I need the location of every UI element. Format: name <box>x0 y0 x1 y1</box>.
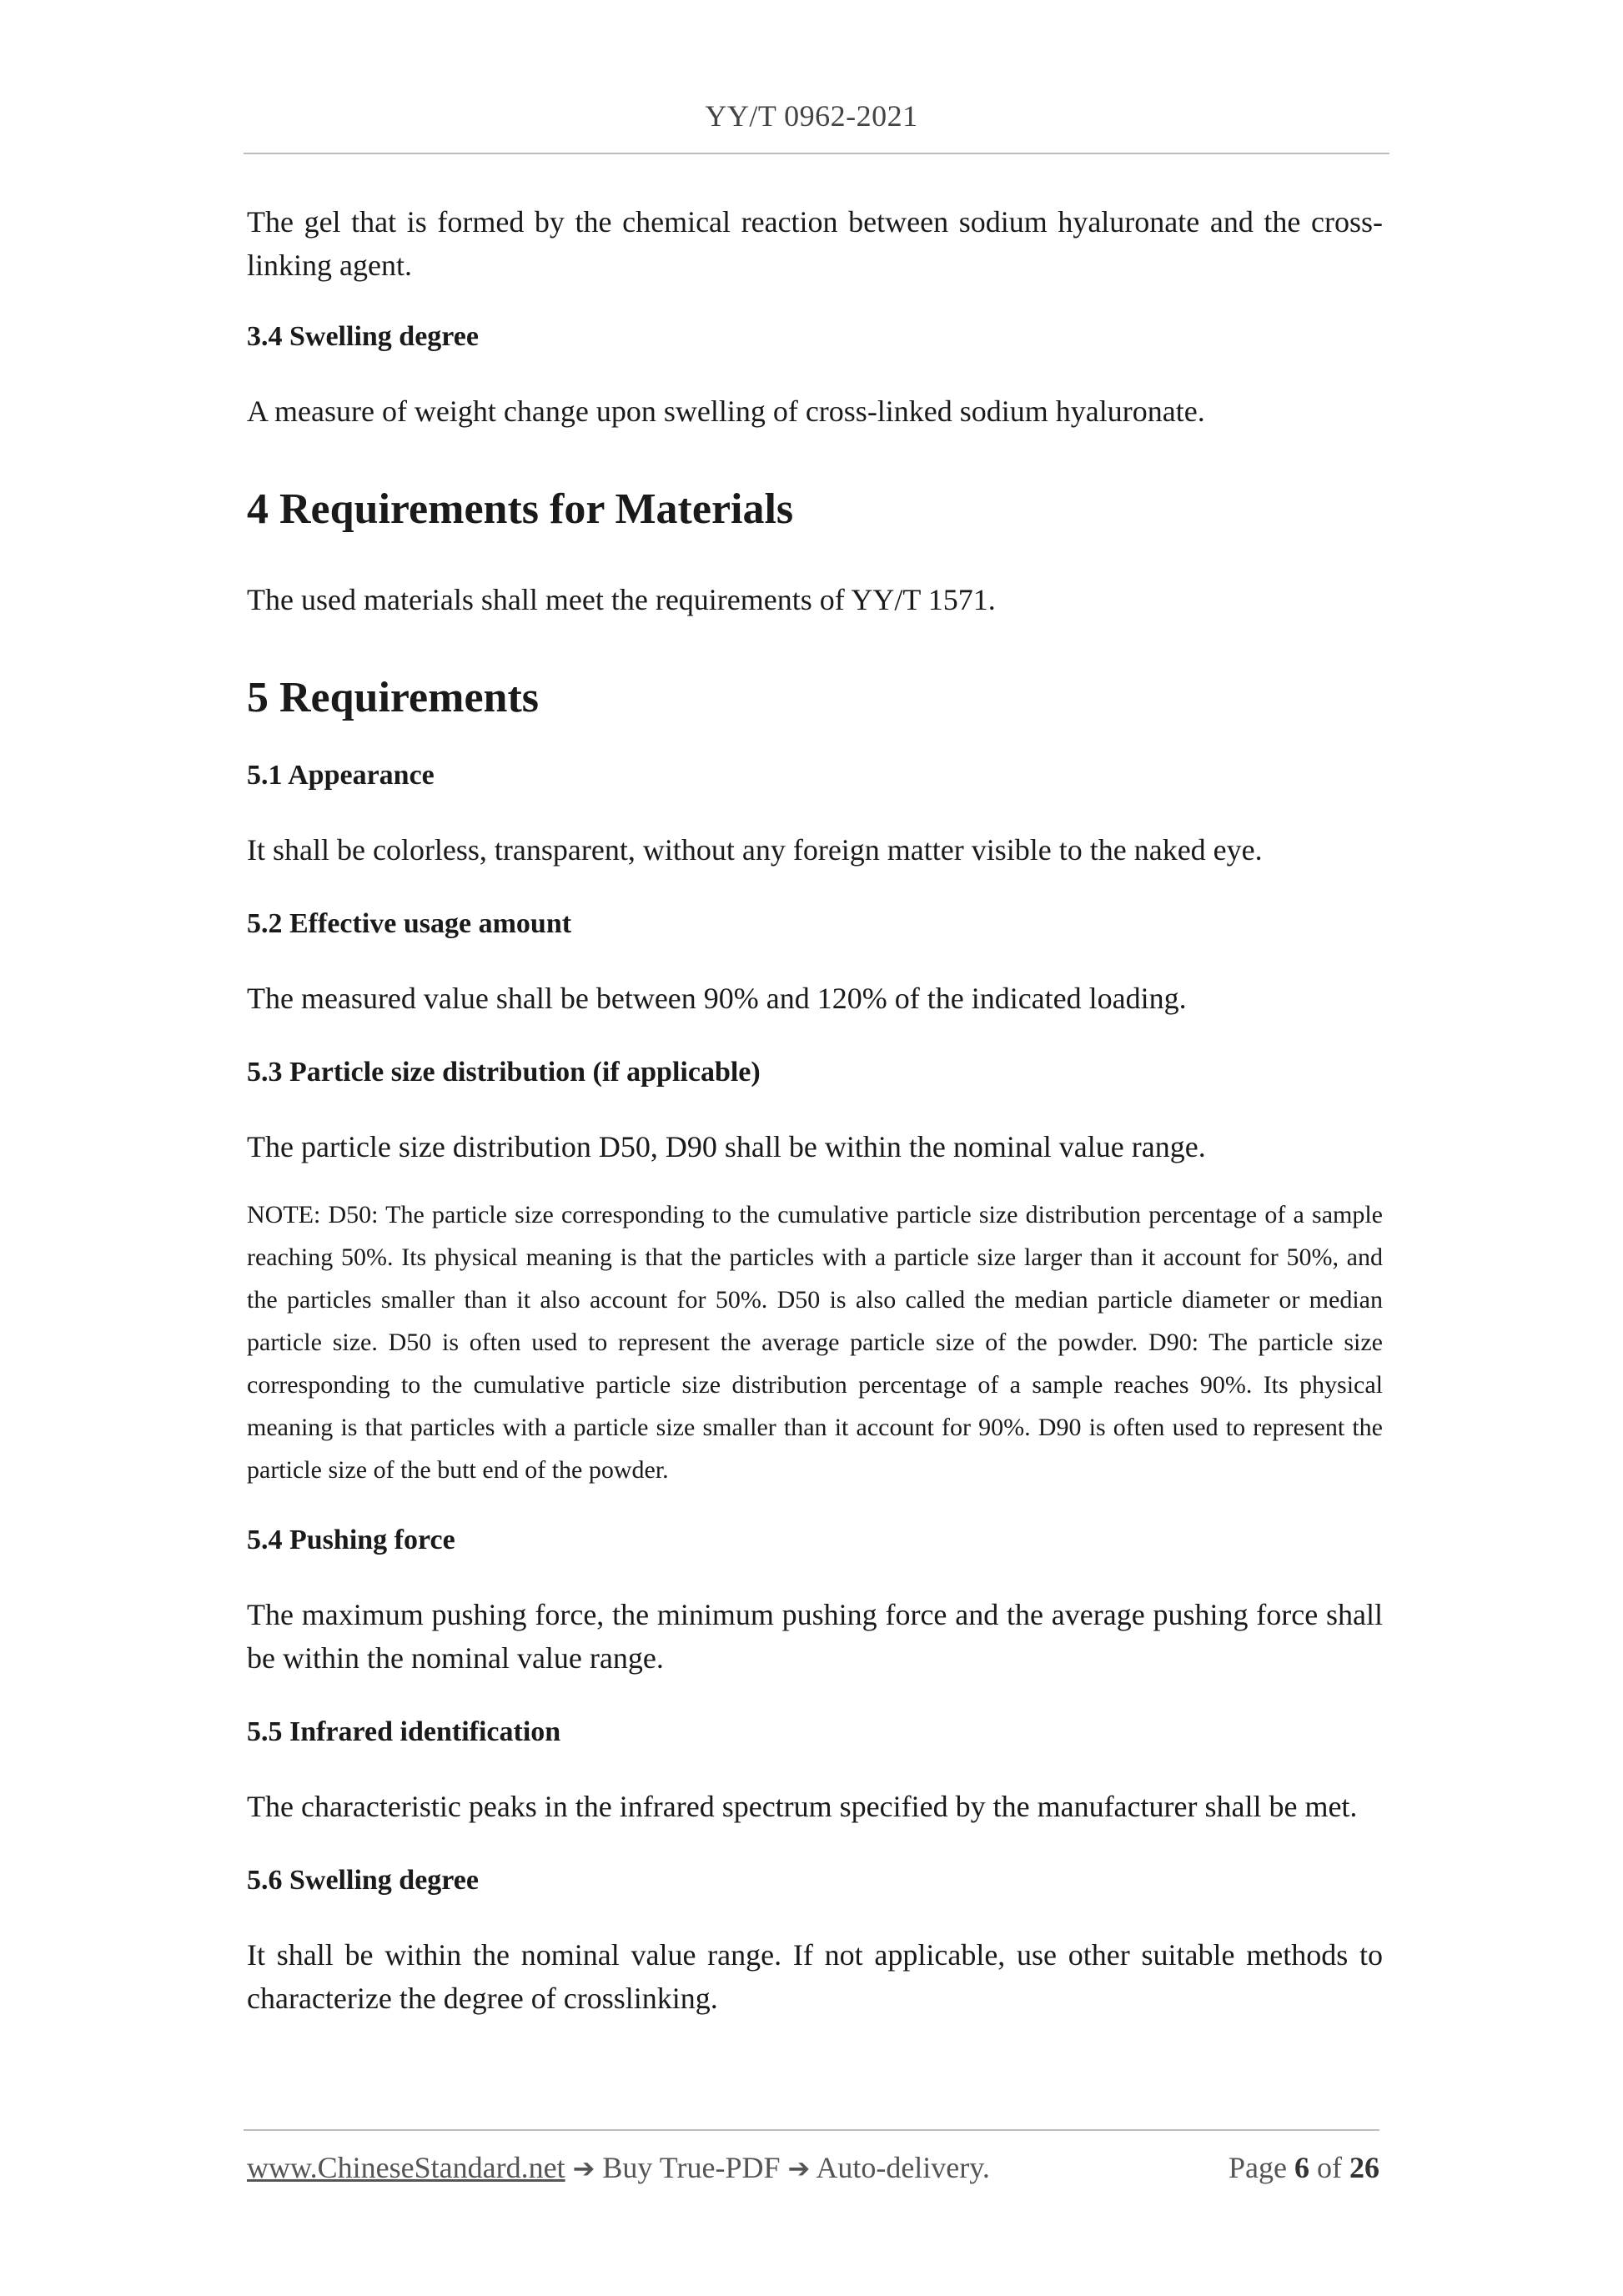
header-rule <box>244 153 1389 154</box>
heading-5-1: 5.1 Appearance <box>247 760 435 791</box>
note-5-3: NOTE: D50: The particle size corresponding to the cumulative particle size distribution percentage of a sample reaching 50%. Its physical meaning is that the particles with a particle size larger than it account for 50%, and the particles smaller than it also account for 50%. D50 is also called the median particle diameter or median particle size. D50 is often used to represent the average particle size of the powder. D90: The particle size corresponding to the cumulative particle size distribution percentage of a sample reaches 90%. Its physical meaning is that particles with a particle size smaller than it account for 90%. D90 is often used to represent the particle size of the butt end of the powder. <box>247 1201 1383 1484</box>
page-of-label: of <box>1317 2151 1342 2184</box>
paragraph-3-4: A measure of weight change upon swelling of cross-linked sodium hyaluronate. <box>247 394 1205 428</box>
header-doc-id: YY/T 0962-2021 <box>705 99 918 133</box>
paragraph-4: The used materials shall meet the requirements of YY/T 1571. <box>247 583 996 616</box>
intro-paragraph: The gel that is formed by the chemical reaction between sodium hyaluronate and the cross-linking agent. <box>247 205 1383 282</box>
page-total: 26 <box>1349 2151 1379 2184</box>
footer-rule <box>244 2129 1379 2131</box>
paragraph-5-1: It shall be colorless, transparent, without any foreign matter visible to the naked eye. <box>247 833 1263 867</box>
heading-5-2: 5.2 Effective usage amount <box>247 908 572 939</box>
heading-5-4: 5.4 Pushing force <box>247 1525 455 1555</box>
heading-3-4: 3.4 Swelling degree <box>247 321 479 352</box>
site-link[interactable]: www.ChineseStandard.net <box>247 2151 565 2184</box>
buy-true-pdf-text: Buy True-PDF <box>602 2151 781 2184</box>
heading-5-6: 5.6 Swelling degree <box>247 1865 479 1896</box>
footer-promo <box>247 2150 990 2185</box>
page-label: Page <box>1229 2151 1287 2184</box>
paragraph-5-4: The maximum pushing force, the minimum pushing force and the average pushing force shall be within the nominal value range. <box>247 1598 1383 1675</box>
paragraph-5-5: The characteristic peaks in the infrared spectrum specified by the manufacturer shall be met. <box>247 1790 1358 1823</box>
arrow-right-icon: ➔ <box>572 2153 595 2184</box>
paragraph-5-2: The measured value shall be between 90% and 120% of the indicated loading. <box>247 982 1187 1015</box>
heading-4: 4 Requirements for Materials <box>247 485 794 533</box>
page-number <box>1229 2150 1379 2185</box>
heading-5-3: 5.3 Particle size distribution (if applicable) <box>247 1057 761 1088</box>
auto-delivery-text: Auto-delivery. <box>816 2151 990 2184</box>
page-body <box>247 200 1383 2020</box>
paragraph-5-3: The particle size distribution D50, D90 shall be within the nominal value range. <box>247 1130 1206 1163</box>
heading-5: 5 Requirements <box>247 674 540 721</box>
arrow-right-icon: ➔ <box>787 2153 811 2184</box>
page-current: 6 <box>1294 2151 1309 2184</box>
paragraph-5-6: It shall be within the nominal value range. If not applicable, use other suitable methods to characterize the degree of crosslinking. <box>247 1938 1383 2015</box>
heading-5-5: 5.5 Infrared identification <box>247 1716 561 1747</box>
